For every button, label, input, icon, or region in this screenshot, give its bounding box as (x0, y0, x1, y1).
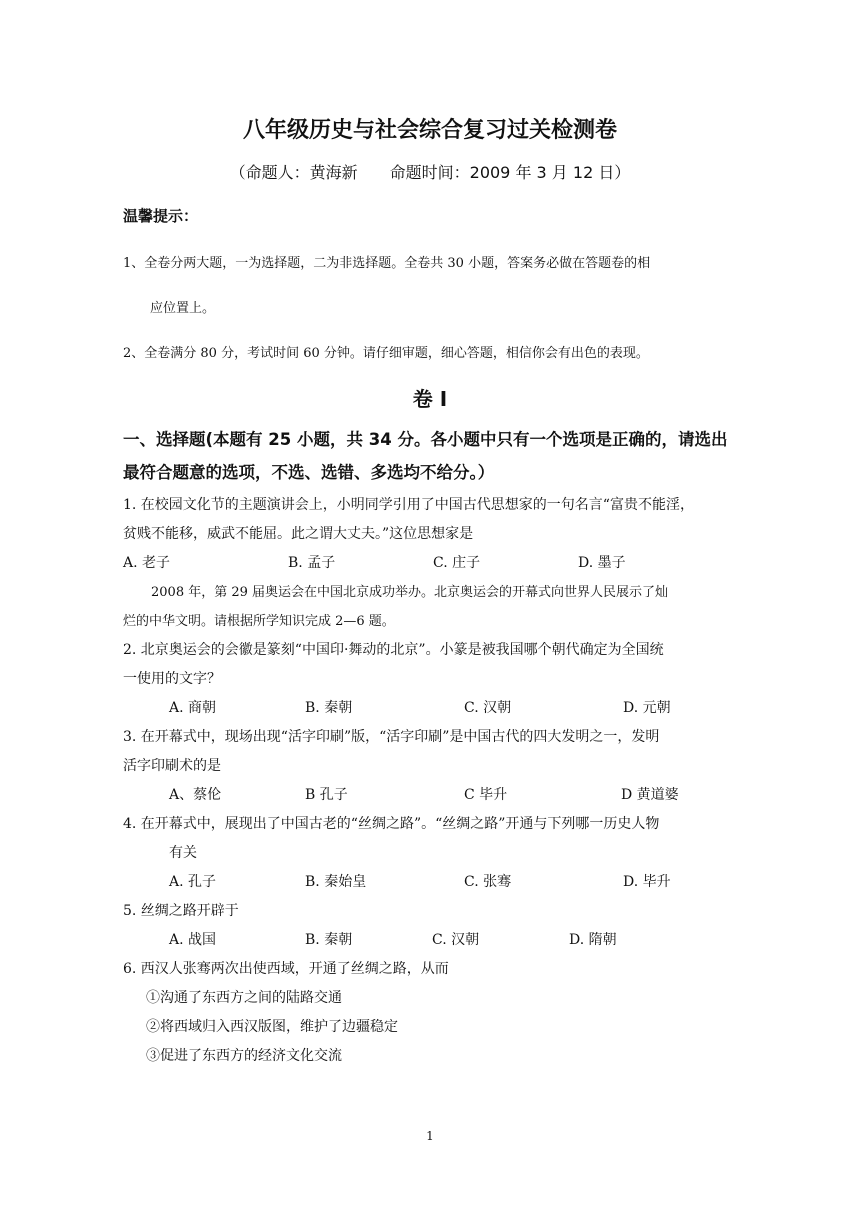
question-5-line-1: 5. 丝绸之路开辟于 (123, 903, 239, 919)
question-2-line-2: 一使用的文字？ (123, 671, 221, 687)
page-subtitle: （命题人：黄海新 命题时间：2009 年 3 月 12 日） (229, 163, 631, 182)
question-4-option-b: B. 秦始皇 (305, 874, 367, 890)
passage-line-1: 2008 年，第 29 届奥运会在中国北京成功举办。北京奥运会的开幕式向世界人民展示了灿 (151, 585, 669, 600)
question-1-option-b: B. 孟子 (288, 555, 336, 571)
question-4-line-2: 有关 (169, 845, 197, 861)
question-4-option-c: C. 张骞 (464, 874, 512, 890)
question-6-item-2: ②将西域归入西汉版图，维护了边疆稳定 (146, 1019, 398, 1035)
question-1-option-d: D. 墨子 (578, 555, 626, 571)
question-4-line-1: 4. 在开幕式中，展现出了中国古老的“丝绸之路”。“丝绸之路”开通与下列哪一历史人物 (123, 816, 660, 832)
question-6-item-1: ①沟通了东西方之间的陆路交通 (146, 990, 342, 1006)
question-4-option-a: A. 孔子 (169, 874, 217, 890)
question-3-option-a: A、蔡伦 (169, 787, 222, 803)
reminder-item-1-line-2: 应位置上。 (150, 301, 216, 316)
question-2-option-d: D. 元朝 (623, 700, 671, 716)
question-1-line-1: 1. 在校园文化节的主题演讲会上，小明同学引用了中国古代思想家的一句名言“富贵不能淫， (123, 497, 694, 513)
question-6-line-1: 6. 西汉人张骞两次出使西域，开通了丝绸之路，从而 (123, 961, 449, 977)
question-5-option-c: C. 汉朝 (432, 932, 480, 948)
page-number: 1 (426, 1129, 434, 1143)
question-2-option-a: A. 商朝 (169, 700, 217, 716)
question-2-option-b: B. 秦朝 (305, 700, 353, 716)
question-2-option-c: C. 汉朝 (464, 700, 512, 716)
question-3-option-b: B 孔子 (305, 787, 348, 803)
question-1-line-2: 贫贱不能移，威武不能屈。此之谓大丈夫。”这位思想家是 (123, 526, 474, 542)
passage-line-2: 烂的中华文明。请根据所学知识完成 2—6 题。 (123, 614, 395, 629)
question-2-line-1: 2. 北京奥运会的会徽是篆刻“中国印·舞动的北京”。小篆是被我国哪个朝代确定为全国统 (123, 642, 664, 658)
volume-label: 卷 I (412, 387, 448, 411)
question-3-option-d: D 黄道婆 (621, 787, 679, 803)
reminder-heading: 温馨提示： (123, 207, 199, 225)
page-title: 八年级历史与社会综合复习过关检测卷 (242, 117, 617, 143)
question-1-option-c: C. 庄子 (433, 555, 481, 571)
question-3-line-2: 活字印刷术的是 (123, 758, 221, 774)
question-3-line-1: 3. 在开幕式中，现场出现“活字印刷”版，“活字印刷”是中国古代的四大发明之一，发明 (123, 729, 660, 745)
question-3-option-c: C 毕升 (464, 787, 508, 803)
section-heading-line-1: 一、选择题(本题有 25 小题，共 34 分。各小题中只有一个选项是正确的，请选出 (123, 430, 728, 449)
reminder-item-1-line-1: 1、全卷分两大题，一为选择题，二为非选择题。全卷共 30 小题，答案务必做在答题卷的相 (123, 256, 651, 271)
question-5-option-d: D. 隋朝 (569, 932, 617, 948)
question-5-option-b: B. 秦朝 (305, 932, 353, 948)
question-5-option-a: A. 战国 (169, 932, 217, 948)
section-heading-line-2: 最符合题意的选项，不选、选错、多选均不给分。） (123, 463, 495, 482)
question-6-item-3: ③促进了东西方的经济文化交流 (146, 1048, 342, 1064)
question-4-option-d: D. 毕升 (623, 874, 671, 890)
question-1-option-a: A. 老子 (123, 555, 171, 571)
reminder-item-2: 2、全卷满分 80 分，考试时间 60 分钟。请仔细审题，细心答题，相信你会有出色的表现。 (123, 346, 649, 361)
